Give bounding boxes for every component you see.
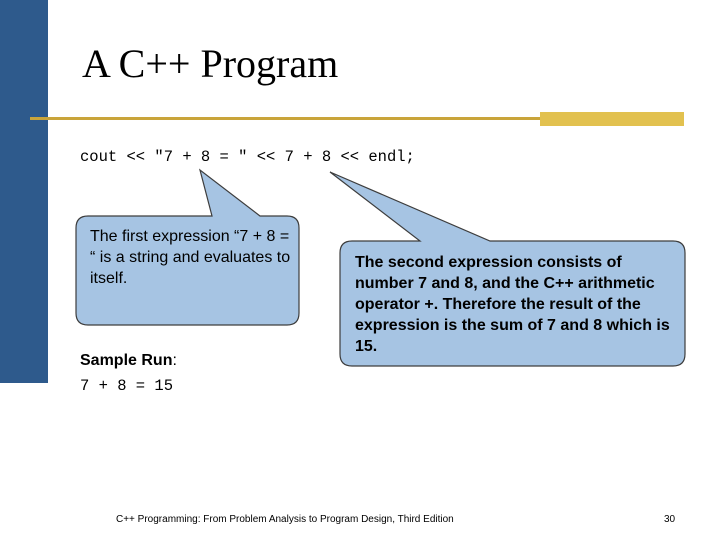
page-number: 30 bbox=[664, 514, 676, 525]
sample-run-label: Sample Run bbox=[80, 352, 173, 369]
footer-citation: C++ Programming: From Problem Analysis to Program Design, Third Edition bbox=[116, 514, 454, 525]
slide-title: A C++ Program bbox=[82, 41, 339, 86]
sample-run-separator: : bbox=[172, 352, 177, 369]
callout-2-text: The second expression consists of number 7 and 8, and the C++ arithmetic operator +. Therefore the result of the expression is the sum of 7 and 8 which is 15. bbox=[355, 254, 670, 355]
sample-output: 7 + 8 = 15 bbox=[80, 377, 174, 395]
callout-1-text: The first expression “7 + 8 = “ is a string and evaluates to itself. bbox=[90, 228, 291, 287]
code-statement: cout << "7 + 8 = " << 7 + 8 << endl; bbox=[80, 148, 415, 166]
sample-run-heading bbox=[80, 352, 177, 370]
